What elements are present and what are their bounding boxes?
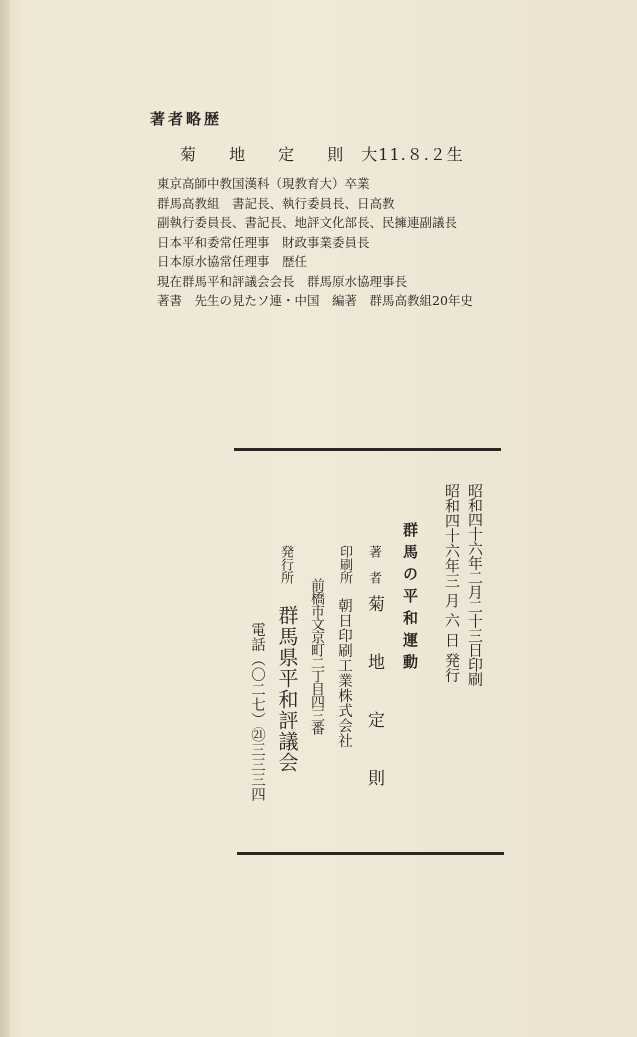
- author-name-line: [180, 142, 464, 165]
- author-name: 菊 地 定 則: [180, 145, 358, 164]
- publisher-phone: 電話（〇二七）㉑三三三四: [249, 622, 265, 802]
- biography-entry: 著書 先生の見たソ連・中国 編著 群馬高教組20年史: [157, 293, 473, 308]
- publish-date: 昭和四十六年三 月 六 日 発行: [443, 483, 461, 683]
- biography-entry: 群馬高教組 書記長、執行委員長、日高教: [157, 195, 395, 211]
- biography-heading: 著者略歴: [150, 110, 223, 128]
- publisher-name: 群馬県平和評議会: [275, 605, 299, 773]
- printer-label: 印刷所: [337, 545, 352, 584]
- publisher-label: 発行所: [278, 545, 293, 584]
- colophon-bottom-rule: [237, 852, 504, 855]
- biography-entry: 副執行委員長、書記長、地評文化部長、民擁連副議長: [157, 215, 458, 230]
- printer-name: 朝日印刷工業株式会社: [336, 598, 352, 748]
- publisher-address: 前橋市文京町二丁目四三番: [309, 578, 325, 734]
- page-gutter: [0, 0, 10, 1037]
- biography-entry: 日本原水協常任理事 歴任: [157, 254, 308, 269]
- author-label: 著 者: [366, 545, 381, 584]
- biography-entry: 現在群馬平和評議会会長 群馬原水協理事長: [157, 273, 408, 289]
- biography-list: [157, 174, 473, 311]
- biography-entry: 日本平和委常任理事 財政事業委員長: [157, 234, 370, 250]
- biography-entry: 東京高師中教国漢科（現教育大）卒業: [157, 176, 370, 191]
- author-birth: 大11.８.２生: [361, 145, 464, 164]
- colophon-top-rule: [234, 448, 501, 451]
- book-title: 群馬の平和運動: [401, 522, 419, 676]
- colophon-author: 菊 地 定 則: [364, 595, 384, 798]
- print-date: 昭和四十六年二月二十三日印刷: [466, 483, 484, 686]
